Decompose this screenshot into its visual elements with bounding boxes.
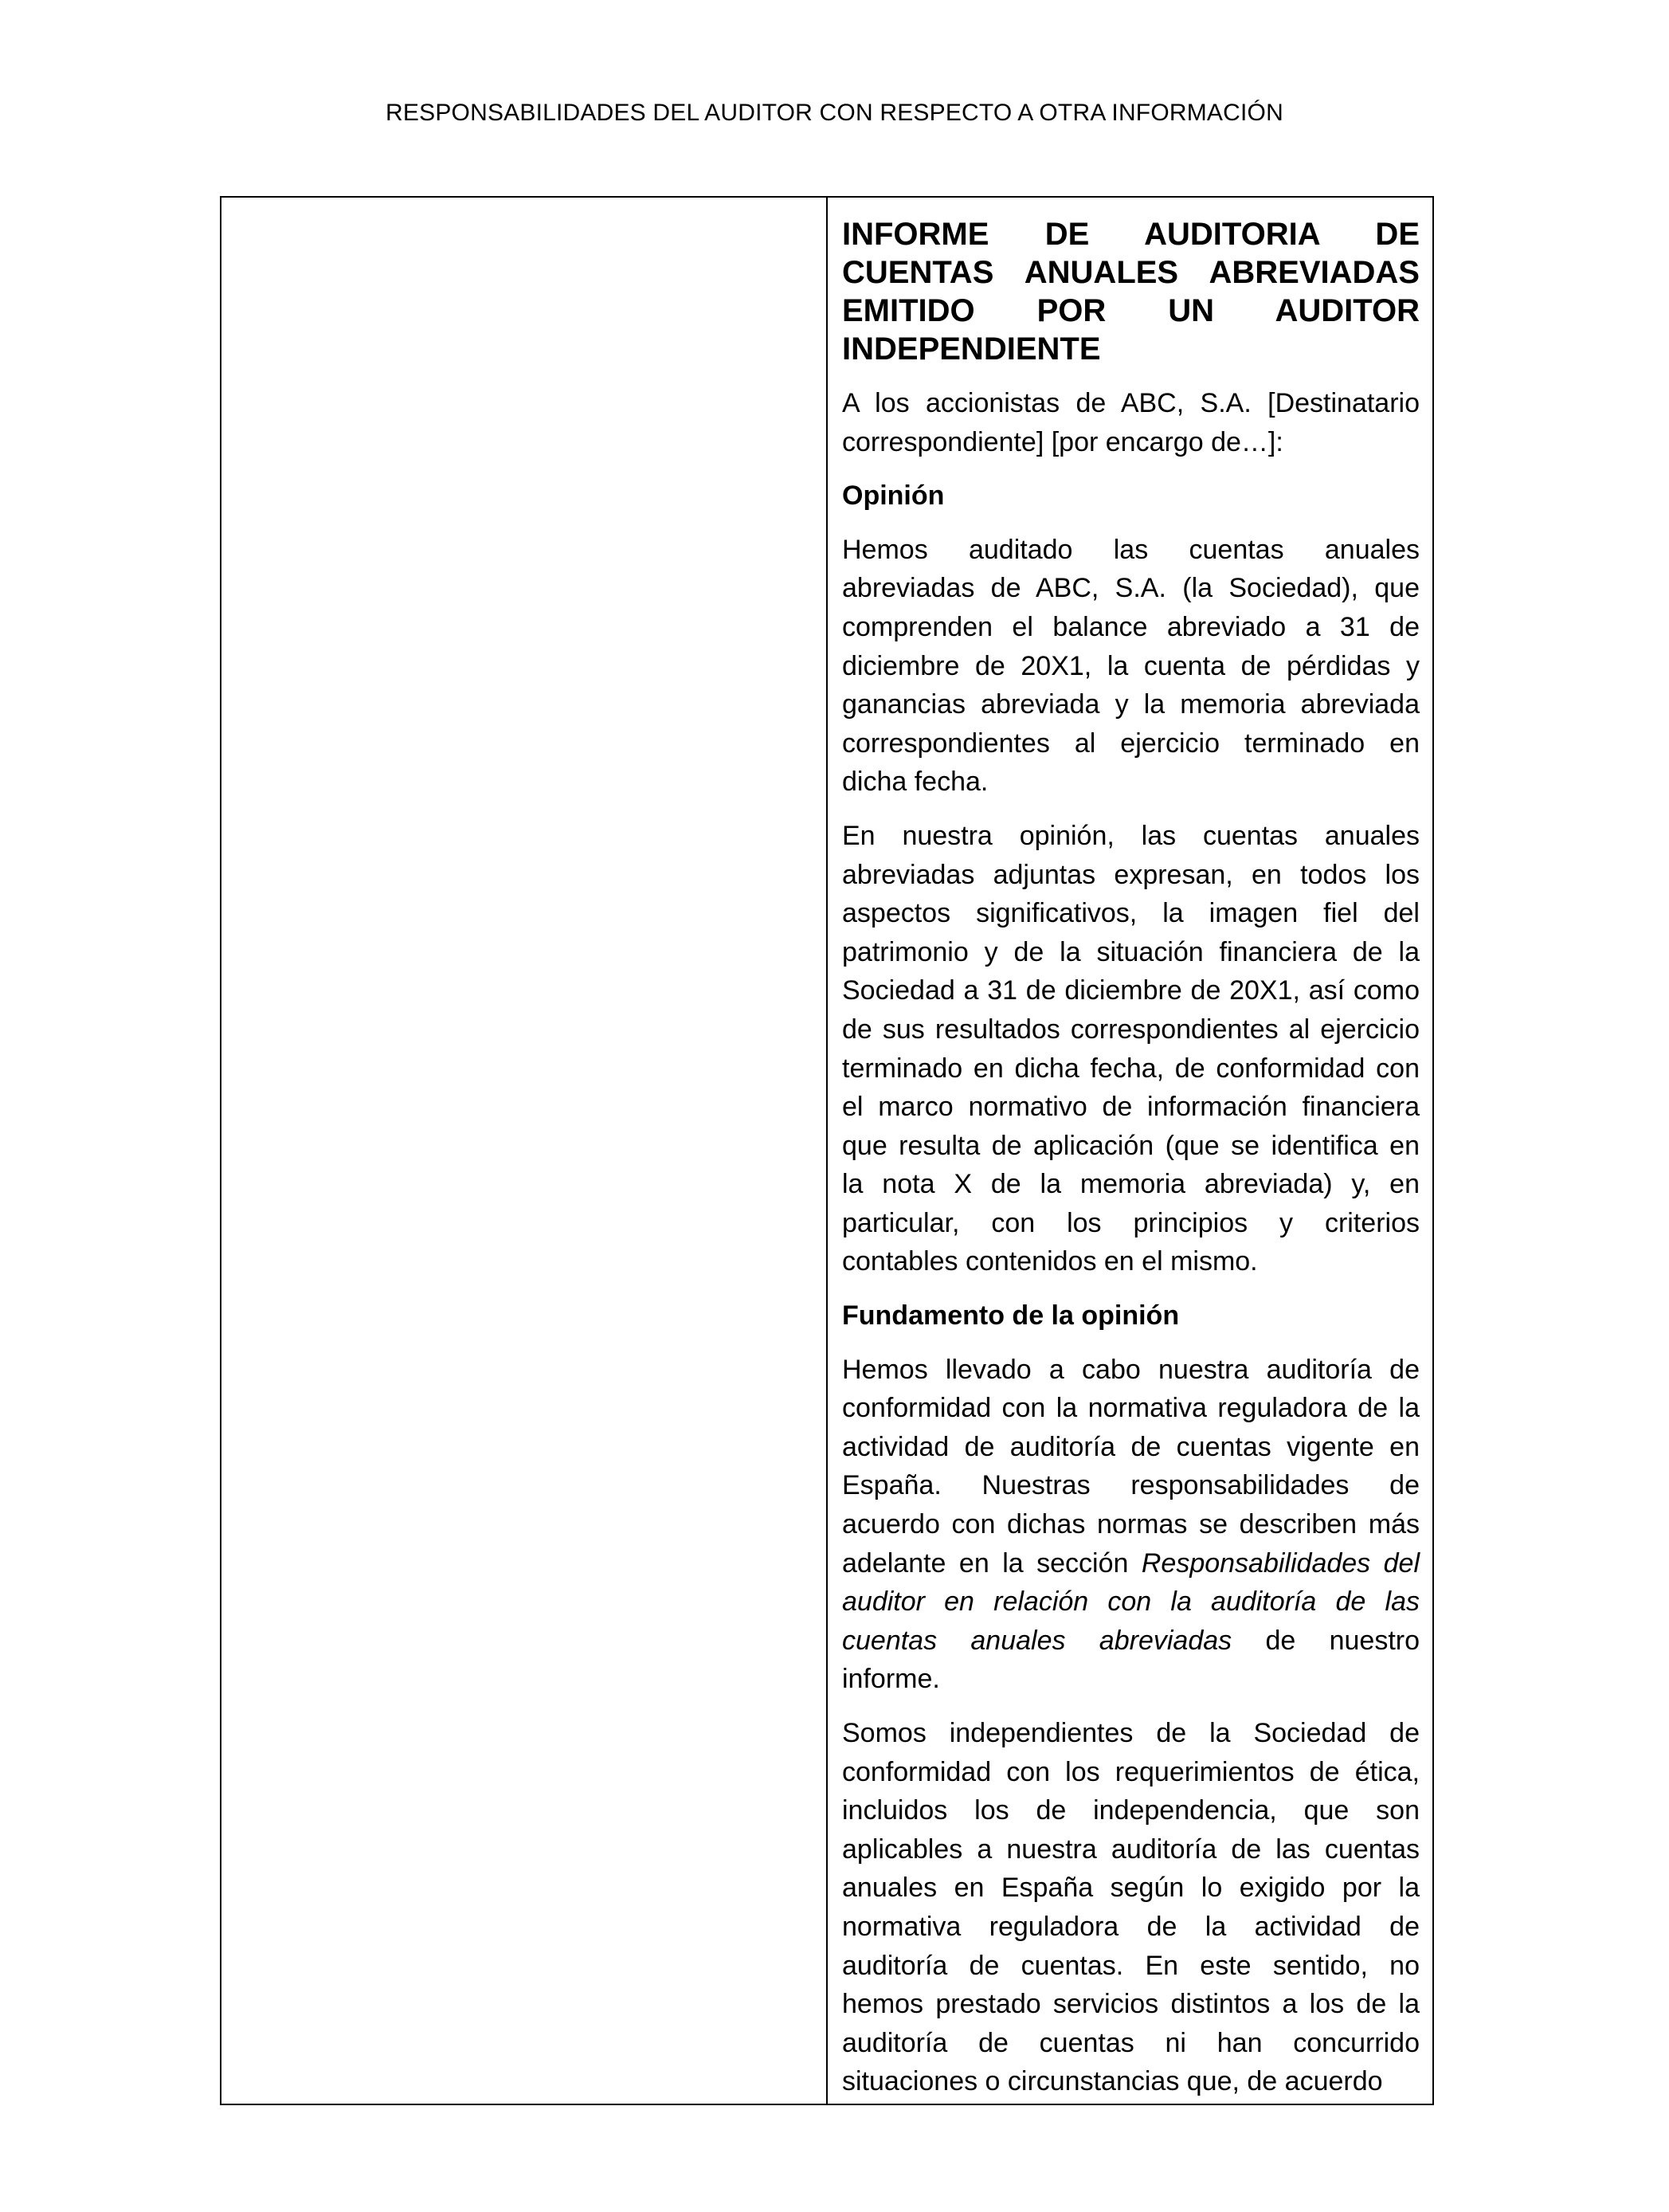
page-header: RESPONSABILIDADES DEL AUDITOR CON RESPECTO A OTRA INFORMACIÓN bbox=[386, 100, 1283, 126]
basis-paragraph-2: Somos independientes de la Sociedad de conformidad con los requerimientos de ética, incluidos los de independencia, que son aplicables a nuestra auditoría de las cuentas anuales en España según lo exigido por la normativa reguladora de la actividad de auditoría de cuentas. En este sentido, no hemos prestado servicios distintos a los de la auditoría de cuentas ni han concurrido situaciones o circunstancias que, de acuerdo bbox=[842, 1718, 1420, 2097]
opinion-heading: Opinión bbox=[842, 480, 945, 512]
basis-paragraph-1 bbox=[842, 1351, 1420, 1699]
addressee-paragraph: A los accionistas de ABC, S.A. [Destinatario correspondiente] [por encargo de…]: bbox=[842, 388, 1420, 457]
basis-paragraph-1-tail: de nuestro informe. bbox=[842, 1625, 1420, 1695]
basis-heading: Fundamento de la opinión bbox=[842, 1300, 1180, 1332]
right-column-cell bbox=[828, 198, 1432, 2104]
document-table bbox=[220, 196, 1434, 2105]
report-title: INFORME DE AUDITORIA DE CUENTAS ANUALES ABREVIADAS EMITIDO POR UN AUDITOR INDEPENDIENTE bbox=[842, 217, 1420, 367]
basis-paragraph-1-section-reference: Responsabilidades del auditor en relación con la auditoría de las cuentas anuales abreviadas bbox=[842, 1547, 1420, 1656]
opinion-paragraph-1: Hemos auditado las cuentas anuales abreviadas de ABC, S.A. (la Sociedad), que comprenden el balance abreviado a 31 de diciembre de 20X1, la cuenta de pérdidas y ganancias abreviada y la memoria abreviada correspondientes al ejercicio terminado en dicha fecha. bbox=[842, 534, 1420, 798]
basis-paragraph-1-text: Hemos llevado a cabo nuestra auditoría de conformidad con la normativa reguladora de la actividad de auditoría de cuentas vigente en España. Nuestras responsabilidades de acuerdo con dichas normas se describen más adelante en la sección bbox=[842, 1354, 1420, 1579]
opinion-paragraph-2: En nuestra opinión, las cuentas anuales abreviadas adjuntas expresan, en todos los aspectos significativos, la imagen fiel del patrimonio y de la situación financiera de la Sociedad a 31 de diciembre de 20X1, así como de sus resultados correspondientes al ejercicio terminado en dicha fecha, de conformidad con el marco normativo de información financiera que resulta de aplicación (que se identifica en la nota X de la memoria abreviada) y, en particular, con los principios y criterios contables contenidos en el mismo. bbox=[842, 820, 1420, 1277]
left-column-cell bbox=[221, 198, 826, 2104]
